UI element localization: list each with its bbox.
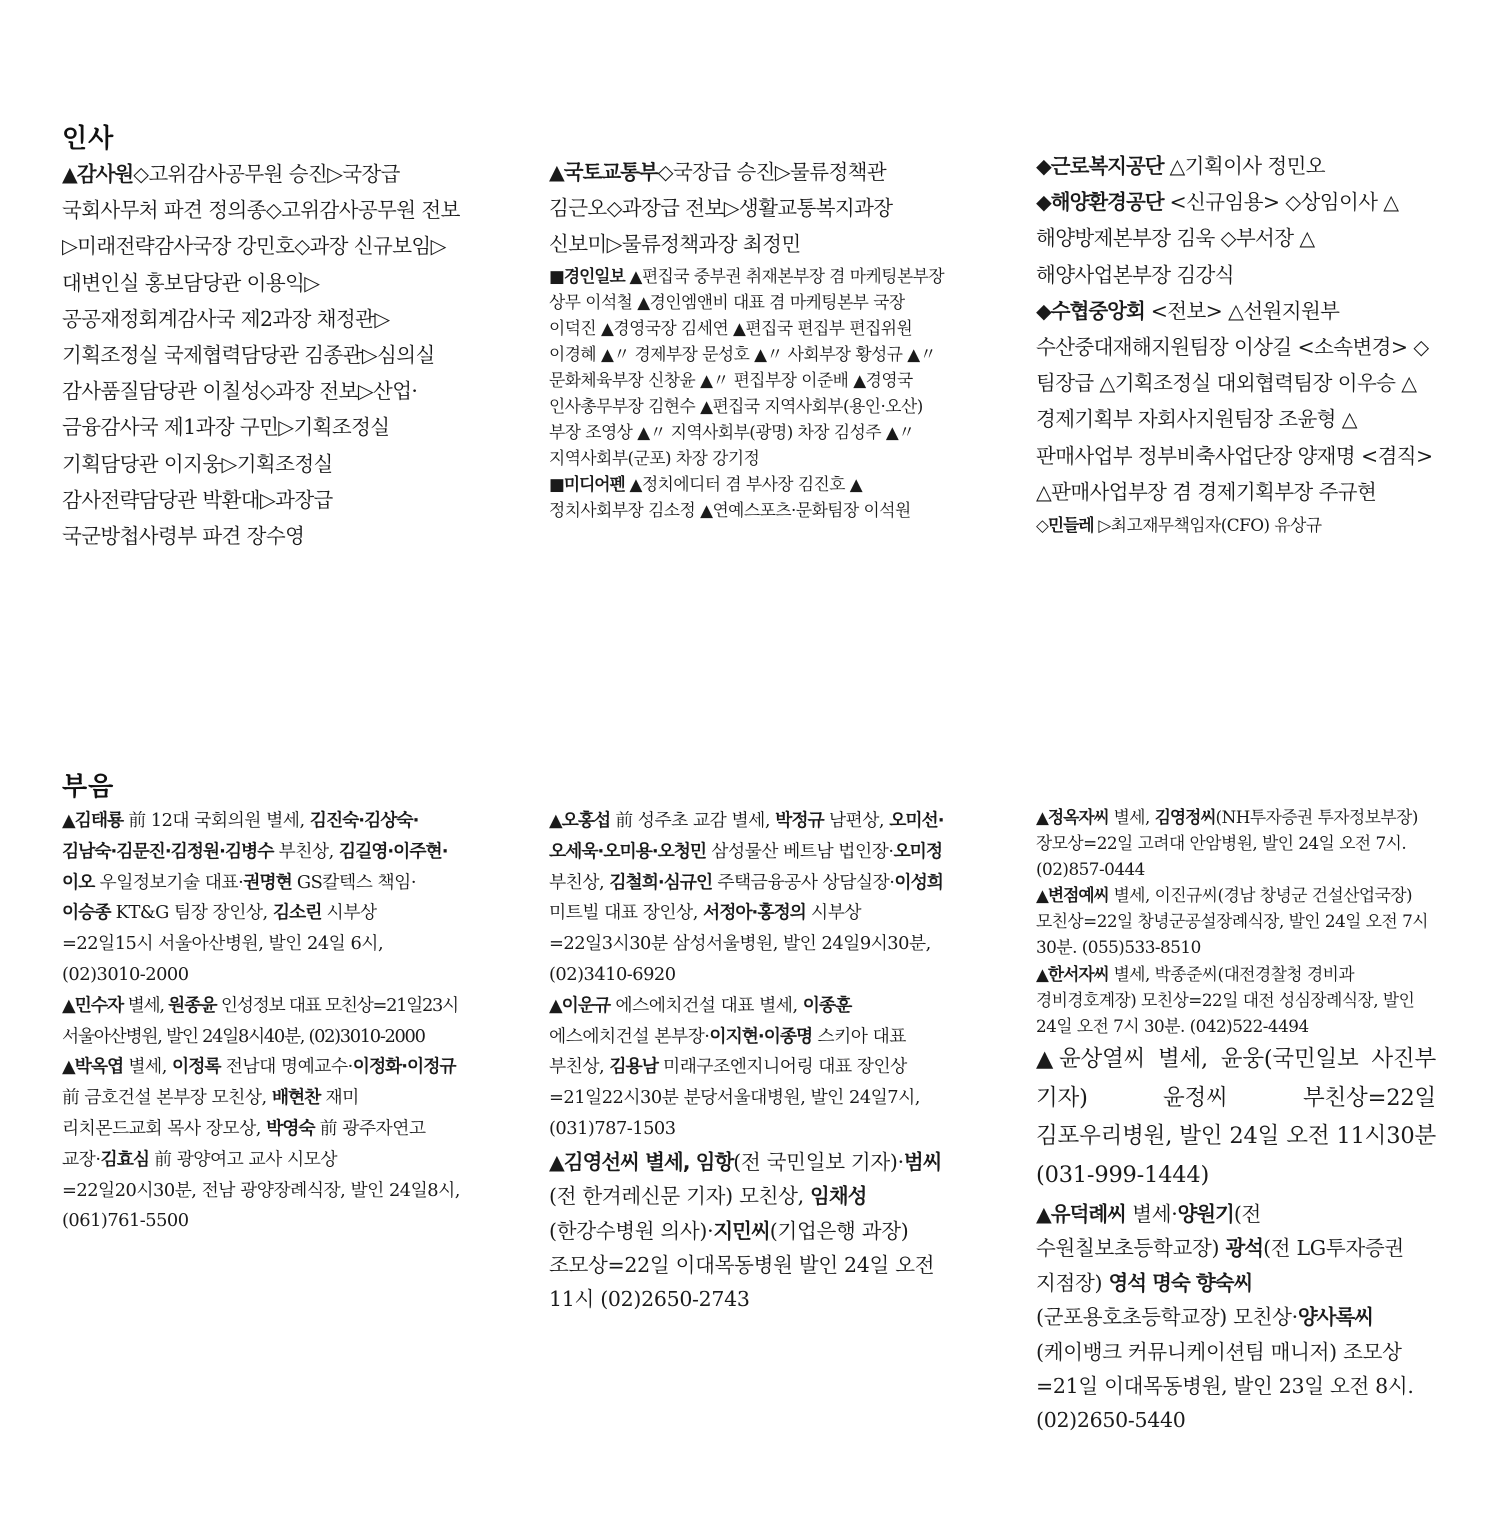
person-name: ▲유덕례씨 xyxy=(1036,1202,1126,1227)
org-name: ◆근로복지공단 xyxy=(1036,154,1164,178)
person-name: 김철희·심규인 xyxy=(609,871,713,893)
entry-text: 인성정보 대표 모친상=21일23시 서울아산병원, 발인 24일8시40분, (02)3010-2000 xyxy=(62,994,458,1047)
appointments-column-1 xyxy=(62,156,462,554)
person-name: ▲정옥자씨 xyxy=(1036,807,1109,827)
person-name: 광석 xyxy=(1225,1236,1264,1261)
entry-text: <신규임용> ◇상임이사 △해양방제본부장 김욱 ◇부서장 △해양사업본부장 김강식 xyxy=(1036,190,1399,287)
obituaries-heading: 부음 xyxy=(62,772,115,802)
entry-text: 前 광양여고 교사 시모상=22일20시30분, 전남 광양장례식장, 발인 24일8시, (061)761-5500 xyxy=(62,1148,460,1232)
person-name: 범씨 xyxy=(903,1149,942,1174)
entry-text: 별세· xyxy=(1125,1202,1178,1227)
entry-text: 전남대 명예교수· xyxy=(220,1056,353,1078)
entry-text: 에스에치건설 대표 별세, xyxy=(610,994,803,1016)
entry-text: KT&G 팀장 장인상, xyxy=(110,902,273,924)
entry-text: 부친상, xyxy=(549,871,610,893)
appointments-heading: 인사 xyxy=(62,124,115,154)
obituary-entry xyxy=(1036,1197,1436,1438)
entry-text: 남편상, xyxy=(823,810,890,831)
entry-text: (군포용호초등학교장) 모친상· xyxy=(1036,1305,1298,1330)
entry-text: 前 광주자연고 교장· xyxy=(62,1117,426,1170)
person-name: 서정아·홍정의 xyxy=(703,902,806,924)
entry-text: 재미 리치몬드교회 목사 장모상, xyxy=(62,1087,359,1139)
person-name: ▲김영선씨 별세, 임항 xyxy=(549,1149,734,1174)
entry-text: 前 성주초 교감 별세, xyxy=(610,810,776,831)
person-name: 이지현·이종명 xyxy=(709,1025,813,1047)
obituaries-column-3 xyxy=(1036,804,1436,1438)
person-name: 김용남 xyxy=(609,1056,658,1078)
obituary-entry xyxy=(62,806,462,991)
person-name: ▲변점예씨 xyxy=(1036,885,1109,906)
obituary-entry xyxy=(62,1052,462,1237)
person-name: 김영정씨 xyxy=(1154,807,1216,827)
entry-text: (NH투자증권 투자정보부장) 장모상=22일 고려대 안암병원, 발인 24일 오전 7시. (02)857-0444 xyxy=(1036,807,1418,880)
person-name: ▲민수자 xyxy=(62,994,124,1016)
obituary-entry xyxy=(1036,1040,1436,1195)
person-name: 이정화·이정규 xyxy=(352,1056,456,1078)
obituary-entry xyxy=(549,1145,949,1317)
person-name: 이정록 xyxy=(172,1056,221,1078)
entry-text: ◇국장급 승진▷물류정책관 김근오◇과장급 전보▷생활교통복지과장 신보미▷물류정책과장 최정민 xyxy=(549,160,893,257)
person-name: 박정규 xyxy=(775,810,824,831)
entry-text: (케이뱅크 커뮤니케이션팀 매니저) 조모상=21일 이대목동병원, 발인 23일 오전 8시. (02)2650-5440 xyxy=(1036,1339,1414,1433)
entry-text: <전보> △선원지원부 수산중대재해지원팀장 이상길 <소속변경> ◇팀장급 △기획조정실 대외협력팀장 이우승 △경제기획부 자회사지원팀장 조윤형 △판매사업부 정부비축사업단장 양재명 <겸직> △판매사업부장 겸 경제기획부장 주규현 xyxy=(1036,298,1433,504)
person-name: ▲이운규 xyxy=(549,994,611,1016)
entry-text: 우일정보기술 대표· xyxy=(94,871,244,893)
entry-text: (전 국민일보 기자)· xyxy=(733,1149,904,1174)
appointments-column-2 xyxy=(549,154,949,524)
appointment-entry-koem xyxy=(1036,184,1436,293)
appointment-entry-comwel xyxy=(1036,148,1436,184)
person-name: 원종윤 xyxy=(168,994,217,1016)
entry-text: 시부상=22일3시30분 삼성서울병원, 발인 24일9시30분, (02)3410-6920 xyxy=(549,902,931,985)
org-name: ▲감사원 xyxy=(62,162,134,186)
obituary-entry xyxy=(549,991,949,1145)
person-name: ▲한서자씨 xyxy=(1036,963,1109,984)
entry-text: 주택금융공사 상담실장· xyxy=(712,871,895,893)
obituary-entry xyxy=(62,991,462,1053)
entry-text: 미트빌 대표 장인상, xyxy=(549,902,704,924)
person-name: ▲김태룡 xyxy=(62,810,124,831)
entry-text: ▷최고재무책임자(CFO) 유상규 xyxy=(1093,515,1322,536)
appointment-entry-mindle xyxy=(1036,512,1436,538)
entry-text: ◇고위감사공무원 승진▷국장급 국회사무처 파견 정의종◇고위감사공무원 전보▷미래전략감사국장 강민호◇과장 신규보임▷대변인실 홍보담당관 이용익▷공공재정회계감사국 제2과장 채정관▷기획조정실 국제협력담당관 김종관▷심의실 감사품질담당관 이칠성◇과장 전보▷산업·금융감사국 제1과장 구민▷기획조정실 기획담당관 이지웅▷기획조정실 감사전략담당관 박환대▷과장급 국군방첩사령부 파견 장수영 xyxy=(62,162,460,549)
entry-text: ▲윤상열씨 별세, 윤웅(국민일보 사진부 기자) 윤정씨 부친상=22일 김포우리병원, 발인 24일 오전 11시30분 (031-999-1444) xyxy=(1036,1045,1436,1189)
person-name: 이승종 xyxy=(62,902,111,924)
person-name: 오미정 xyxy=(893,840,943,862)
person-name: 양원기 xyxy=(1177,1202,1234,1227)
entry-text: (기업은행 과장) 조모상=22일 이대목동병원 발인 24일 오전 11시 (02)2650-2743 xyxy=(549,1218,935,1312)
person-name: 권명현 xyxy=(243,871,292,893)
entry-text: 별세, xyxy=(123,1056,173,1078)
person-name: 양사록씨 xyxy=(1297,1305,1374,1330)
appointment-entry-molit xyxy=(549,154,949,263)
obituary-entry xyxy=(1036,961,1436,1039)
appointment-entry-mediapen xyxy=(549,471,949,523)
entry-text: △기획이사 정민오 xyxy=(1163,154,1326,178)
entry-text: 별세, 박종준씨(대전경찰청 경비과 경비경호계장) 모친상=22일 대전 성심장례식장, 발인 24일 오전 7시 30분. (042)522-4494 xyxy=(1036,963,1415,1036)
entry-text: (전 수원칠보초등학교장) xyxy=(1036,1202,1262,1261)
entry-text: (한강수병원 의사)· xyxy=(549,1218,714,1243)
entry-text: GS칼텍스 책임· xyxy=(291,871,416,893)
org-name: ◆해양환경공단 xyxy=(1036,190,1164,215)
org-name: ◆수협중앙회 xyxy=(1036,298,1145,323)
person-name: 김길영·이주현·이오 xyxy=(62,840,448,893)
entry-text: 前 12대 국회의원 별세, xyxy=(123,810,310,831)
person-name: 김진숙·김상숙·김남숙·김문진·김정원·김병수 xyxy=(62,810,419,862)
appointment-entry-bai xyxy=(62,156,462,554)
appointment-entry-kyeongin xyxy=(549,263,949,472)
person-name: 지민씨 xyxy=(713,1218,770,1243)
person-name: 배현찬 xyxy=(271,1087,321,1109)
org-name: ▲국토교통부 xyxy=(549,160,658,184)
entry-text: ▲편집국 중부권 취재본부장 겸 마케팅본부장 상무 이석철 ▲경인엠앤비 대표 겸 마케팅본부 국장 이덕진 ▲경영국장 김세연 ▲편집국 편집부 편집위원 이경혜 ▲〃 경제부장 문성호 ▲〃 사회부장 황성규 ▲〃 문화체육부장 신창윤 ▲〃 편집부장 이준배 ▲경영국 인사총무부장 김현수 ▲편집국 지역사회부(용인·오산) 부장 조영상 ▲〃 지역사회부(광명) 차장 김성주 ▲〃 지역사회부(군포) 차장 강기정 xyxy=(549,265,945,469)
person-name: ▲박옥엽 xyxy=(62,1056,124,1078)
person-name: 김소린 xyxy=(272,902,322,924)
entry-text: 스키아 대표 부친상, xyxy=(549,1025,906,1078)
entry-text: 부친상, xyxy=(273,840,339,862)
org-name: ■미디어펜 xyxy=(549,474,625,495)
entry-text: 시부상=22일15시 서울아산병원, 발인 24일 6시, (02)3010-2000 xyxy=(62,902,384,985)
entry-text: (전 LG투자증권 지점장) xyxy=(1036,1236,1404,1295)
person-name: 이종훈 xyxy=(802,994,852,1016)
entry-text: 前 금호건설 본부장 모친상, xyxy=(62,1087,272,1109)
entry-text: 별세, 이진규씨(경남 창녕군 건설산업국장) 모친상=22일 창녕군공설장례식장, 발인 24일 오전 7시 30분. (055)533-8510 xyxy=(1036,885,1428,958)
entry-text: ▲정치에디터 겸 부사장 김진호 ▲정치사회부장 김소정 ▲연예스포츠·문화팀장 이석원 xyxy=(549,474,911,521)
entry-text: 삼성물산 베트남 법인장· xyxy=(706,840,894,862)
appointments-column-3 xyxy=(1036,148,1436,538)
person-name: 오미선·오세욱·오미용·오청민 xyxy=(549,810,944,862)
person-name: 김효심 xyxy=(100,1148,150,1170)
obituary-entry xyxy=(1036,882,1436,960)
entry-text: 별세, xyxy=(1108,807,1155,827)
obituary-entry xyxy=(549,806,949,991)
person-name: 이성희 xyxy=(894,871,943,893)
person-name: 임채성 xyxy=(810,1184,867,1209)
entry-text: (전 한겨레신문 기자) 모친상, xyxy=(549,1184,811,1209)
org-name: ■경인일보 xyxy=(549,265,625,286)
appointment-entry-suhyup xyxy=(1036,293,1436,510)
person-name: 영석 명숙 향숙씨 xyxy=(1108,1270,1253,1295)
person-name: ▲오홍섭 xyxy=(549,810,611,831)
entry-text: 별세, xyxy=(123,994,169,1016)
obituaries-column-1 xyxy=(62,806,462,1237)
obituaries-column-2 xyxy=(549,806,949,1317)
org-name: ◇민들레 xyxy=(1036,515,1094,536)
entry-text: 에스에치건설 본부장· xyxy=(549,1025,710,1047)
person-name: 박영숙 xyxy=(266,1117,315,1139)
obituary-entry xyxy=(1036,804,1436,882)
entry-text: 미래구조엔지니어링 대표 장인상=21일22시30분 분당서울대병원, 발인 24일7시, (031)787-1503 xyxy=(549,1056,920,1139)
